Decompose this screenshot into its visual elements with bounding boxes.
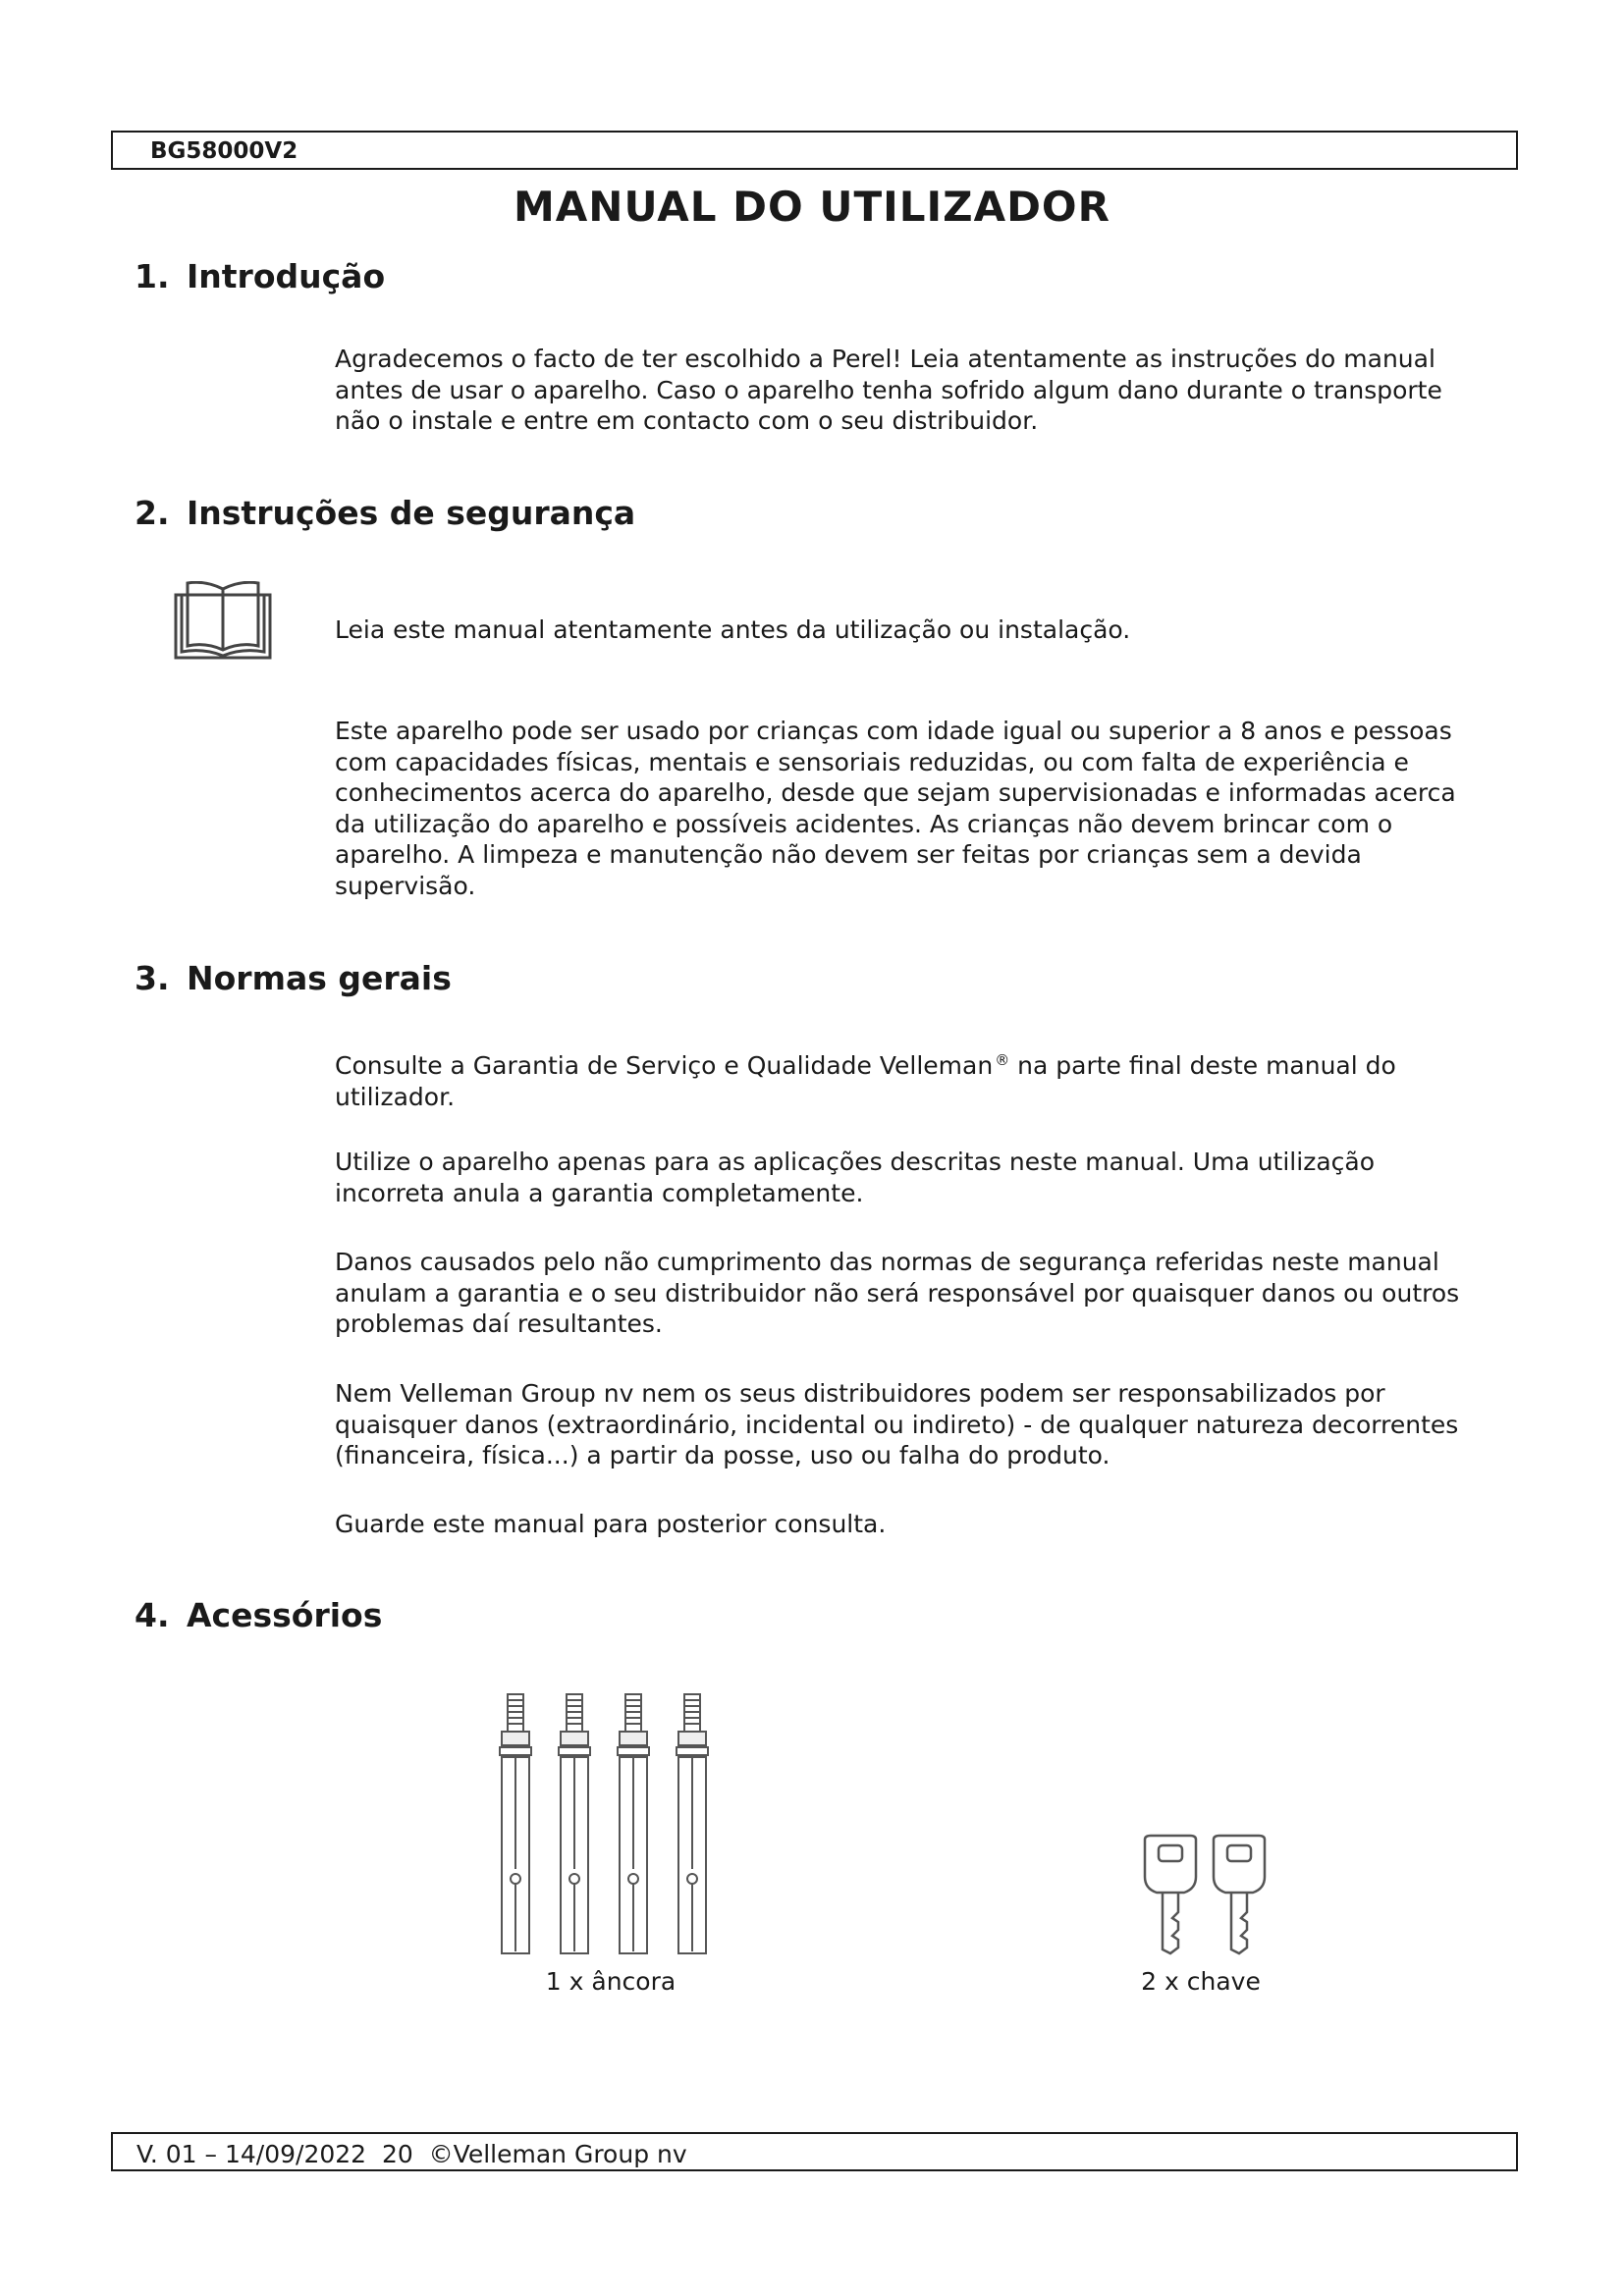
header-box: [111, 131, 1518, 170]
key-icon: [1139, 1834, 1272, 1956]
liability-paragraph: Nem Velleman Group nv nem os seus distribuidores podem ser responsabilizados por quaisquer danos (extraordinário, incidental ou indireto) - de qualquer natureza decorrentes (financeira, física...) a partir da posse, uso ou falha do produto.: [335, 1379, 1459, 1469]
key: [1145, 1836, 1196, 1953]
section-number: 4.: [135, 1596, 170, 1634]
section-number: 2.: [135, 494, 170, 532]
section-title: Introdução: [187, 257, 386, 295]
keep-manual-paragraph: Guarde este manual para posterior consulta.: [335, 1510, 887, 1538]
footer-text: V. 01 – 14/09/2022 20 ©Velleman Group nv: [136, 2140, 687, 2168]
registered-mark: ®: [995, 1051, 1010, 1069]
safety-children-paragraph: Este aparelho pode ser usado por crianças com idade igual ou superior a 8 anos e pessoas com capacidades físicas, mentais e sensoriais reduzidas, ou com falta de experiência e conhecimentos acerca do aparelho, desde que sejam supervisionadas e informadas acerca da utilização do aparelho e possíveis acidentes. As crianças não devem brincar com o aparelho. A limpeza e manutenção não devem ser feitas por crianças sem a devida supervisão.: [335, 717, 1456, 900]
key: [1214, 1836, 1265, 1953]
warranty-text-end: na parte final deste manual do utilizador.: [335, 1051, 1396, 1111]
warranty-text-start: Consulte a Garantia de Serviço e Qualidade Velleman: [335, 1051, 994, 1080]
model-number: BG58000V2: [150, 138, 298, 164]
anchor-bolt-icon: [488, 1692, 733, 1957]
page-title: MANUAL DO UTILIZADOR: [514, 183, 1110, 231]
usage-paragraph: Utilize o aparelho apenas para as aplicações descritas neste manual. Uma utilização incorreta anula a garantia completamente.: [335, 1148, 1375, 1207]
section-number: 1.: [135, 257, 170, 295]
section-2-heading: [135, 494, 635, 532]
read-manual-icon: [174, 581, 272, 660]
anchor-bolt: [677, 1694, 708, 1953]
section-1-heading: [135, 257, 385, 295]
section-title: Acessórios: [187, 1596, 383, 1634]
anchor-caption: 1 x âncora: [545, 1967, 677, 1996]
anchor-bolt: [559, 1694, 590, 1953]
anchor-bolt: [500, 1694, 531, 1953]
warranty-paragraph: [335, 1045, 1464, 1112]
section-number: 3.: [135, 959, 170, 997]
safety-read-manual-text: Leia este manual atentamente antes da utilização ou instalação.: [335, 615, 1131, 644]
intro-paragraph: Agradecemos o facto de ter escolhido a Perel! Leia atentamente as instruções do manual antes de usar o aparelho. Caso o aparelho tenha sofrido algum dano durante o transporte não o instale e entre em contacto com o seu distribuidor.: [335, 345, 1442, 435]
anchor-bolt: [618, 1694, 649, 1953]
damage-paragraph: Danos causados pelo não cumprimento das normas de segurança referidas neste manual anulam a garantia e o seu distribuidor não será responsável por quaisquer danos ou outros problemas daí resultantes.: [335, 1248, 1460, 1338]
section-3-heading: [135, 959, 452, 997]
key-caption: 2 x chave: [1141, 1967, 1261, 1996]
section-title: Instruções de segurança: [187, 494, 636, 532]
section-title: Normas gerais: [187, 959, 452, 997]
footer-box: [111, 2132, 1518, 2171]
section-4-heading: [135, 1596, 382, 1634]
